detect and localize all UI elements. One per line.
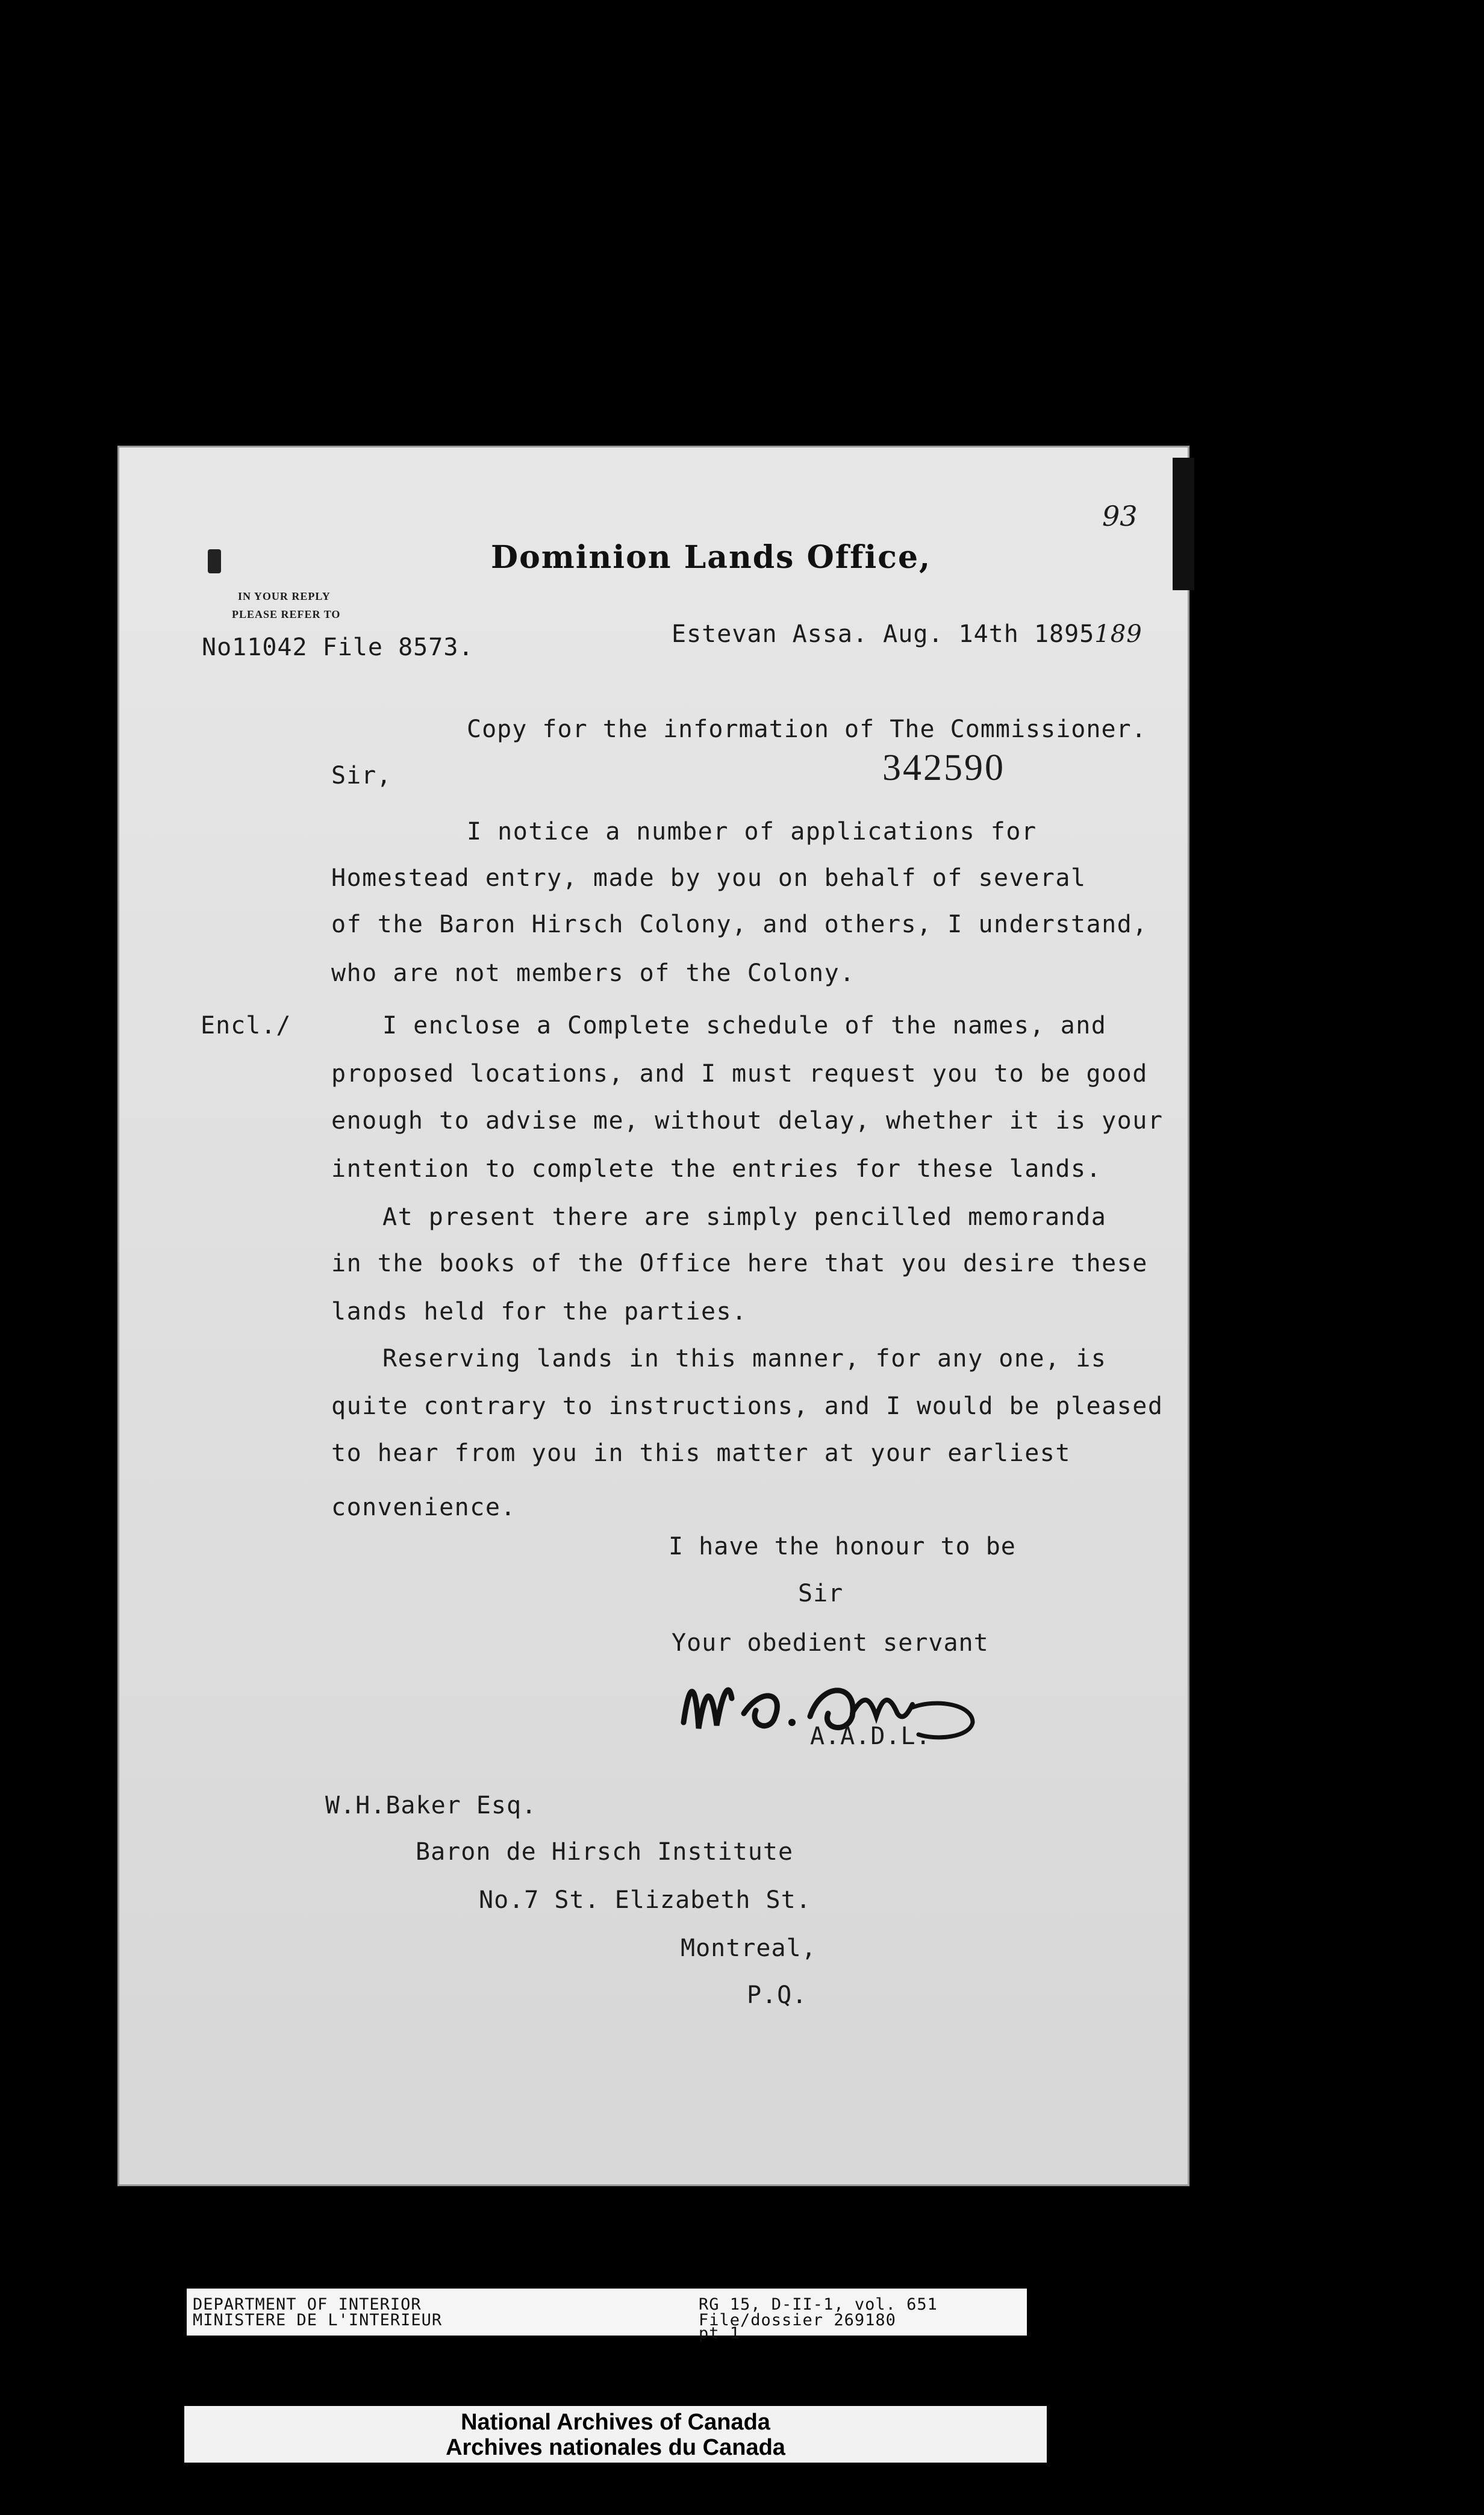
- reference-number: [202, 634, 474, 661]
- margin-enclosure-note: Encl./: [201, 1012, 292, 1039]
- para-line: of the Baron Hirsch Colony, and others, I understand,: [331, 911, 1148, 938]
- place-date-text: Estevan Assa. Aug. 14th 1895: [672, 620, 1095, 648]
- para-line: who are not members of the Colony.: [331, 959, 855, 987]
- file-dossier: File/dossier 269180: [699, 2311, 896, 2330]
- closing-line1: I have the honour to be: [669, 1533, 1016, 1560]
- copy-note: Copy for the information of The Commissioner.: [467, 715, 1147, 743]
- para-line: quite contrary to instructions, and I would be pleased: [331, 1392, 1164, 1420]
- signature-title: A.A.D.L.: [810, 1722, 931, 1750]
- folio-number: 93: [1102, 500, 1138, 532]
- address-line: Montreal,: [681, 1934, 817, 1962]
- address-line: W.H.Baker Esq.: [325, 1792, 537, 1819]
- para-line: lands held for the parties.: [331, 1298, 747, 1326]
- stamp-number: 342590: [882, 747, 1005, 788]
- department-fr: MINISTERE DE L'INTERIEUR: [193, 2311, 443, 2330]
- para-line: enough to advise me, without delay, whether it is your: [331, 1107, 1164, 1135]
- para-line: I notice a number of applications for: [467, 818, 1037, 846]
- archive-reference-label: [187, 2289, 1027, 2343]
- para-line: Reserving lands in this manner, for any one, is: [382, 1345, 1107, 1373]
- reply-prefix-line1: IN YOUR REPLY: [238, 590, 331, 602]
- para-line: convenience.: [331, 1494, 516, 1521]
- file-reference: File 8573.: [322, 634, 474, 661]
- closing-line3: Your obedient servant: [672, 1629, 989, 1657]
- record-group: RG 15, D-II-1, vol. 651: [699, 2295, 938, 2314]
- para-line: intention to complete the entries for these lands.: [331, 1155, 1102, 1183]
- page-edge-mark: [1173, 458, 1194, 590]
- letterhead: Dominion Lands Office,: [491, 539, 932, 576]
- address-line: No.7 St. Elizabeth St.: [479, 1886, 811, 1914]
- para-line: to hear from you in this matter at your earliest: [331, 1439, 1071, 1467]
- closing-line2: Sir: [798, 1580, 844, 1607]
- para-line: in the books of the Office here that you desire these: [331, 1250, 1148, 1277]
- part-number: pt 1: [699, 2324, 741, 2343]
- archive-footer: [184, 2406, 1047, 2463]
- para-line: proposed locations, and I must request you to be good: [331, 1060, 1148, 1088]
- address-line: P.Q.: [747, 1981, 808, 2009]
- reference-no: No11042: [202, 634, 308, 661]
- letter-sheet: [117, 446, 1189, 2186]
- archive-name-fr: Archives nationales du Canada: [446, 2435, 785, 2460]
- printed-year: 189: [1094, 620, 1143, 648]
- department-en: DEPARTMENT OF INTERIOR: [193, 2295, 422, 2314]
- para-line: At present there are simply pencilled memoranda: [382, 1203, 1107, 1231]
- corner-mark: [208, 549, 221, 573]
- para-line: Homestead entry, made by you on behalf of several: [331, 864, 1086, 892]
- para-line: I enclose a Complete schedule of the names, and: [382, 1012, 1107, 1039]
- salutation: Sir,: [331, 762, 392, 790]
- place-date: [672, 620, 1143, 648]
- address-line: Baron de Hirsch Institute: [416, 1838, 794, 1866]
- reply-prefix-line2: PLEASE REFER TO: [232, 608, 341, 620]
- archive-name-en: National Archives of Canada: [461, 2410, 770, 2435]
